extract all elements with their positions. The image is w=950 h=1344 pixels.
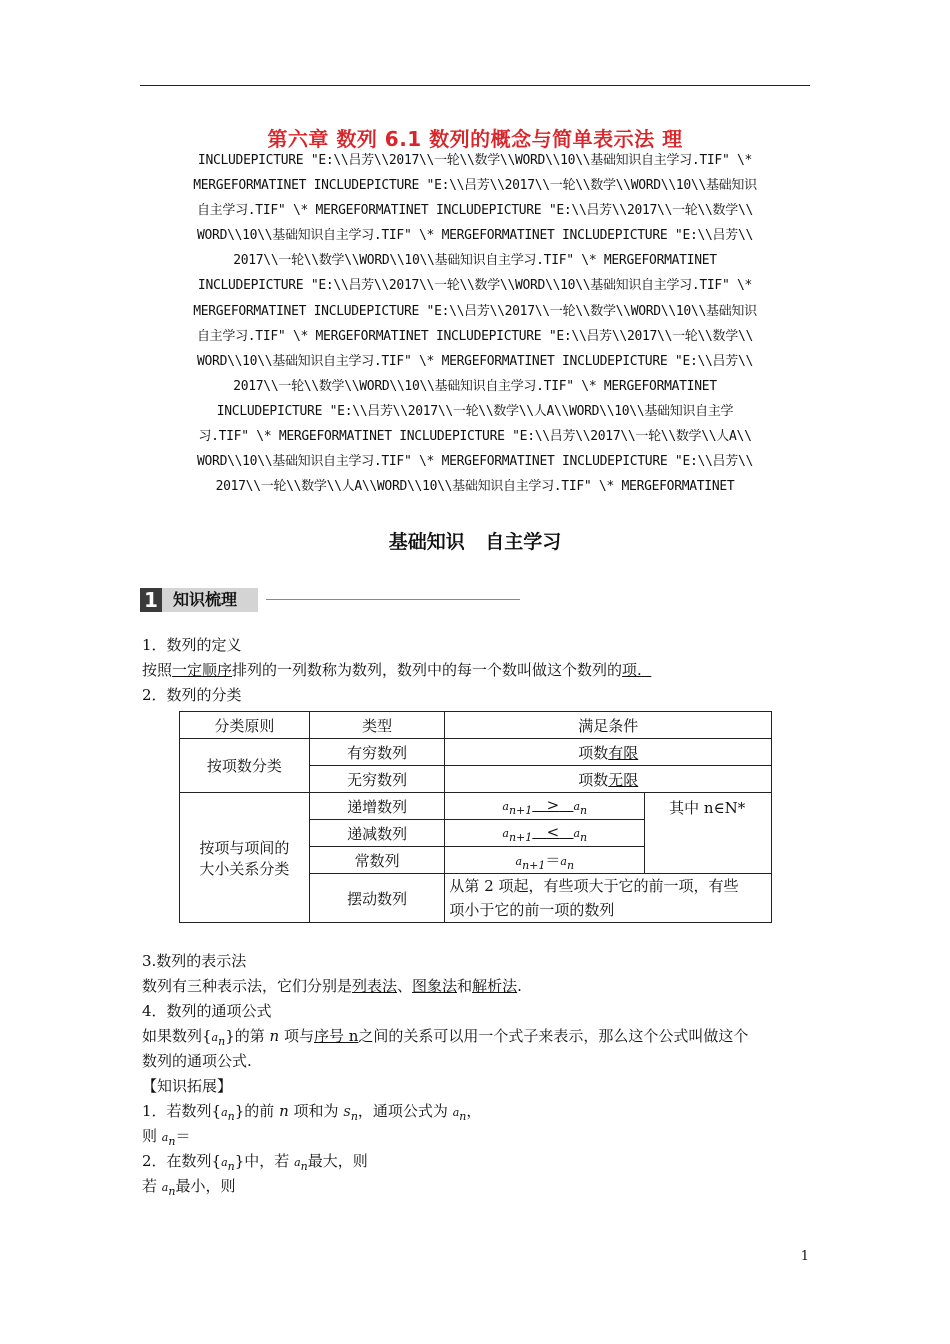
include-line: INCLUDEPICTURE "E:\\吕芳\\2017\\一轮\\数学\\人A\\WORD\\10\\基础知识自主学 bbox=[216, 403, 734, 419]
ext-text: }中，若 bbox=[234, 1152, 295, 1170]
rep-method-formula: 解析法 bbox=[472, 977, 518, 995]
include-line: 自主学习.TIF" \* MERGEFORMATINET INCLUDEPICTURE "E:\\吕芳\\2017\\一轮\\数学\\ bbox=[196, 328, 754, 344]
math-sub: n bbox=[227, 1160, 235, 1173]
rep-heading: 3.数列的表示法 bbox=[142, 952, 247, 970]
cond-decreasing bbox=[445, 820, 645, 847]
section-heading: 基础知识 自主学习 bbox=[388, 531, 562, 553]
def-text bbox=[142, 660, 651, 680]
badge-number: 1 bbox=[140, 588, 162, 612]
gen-text-line1 bbox=[142, 1026, 748, 1052]
cls-heading: 2．数列的分类 bbox=[142, 686, 242, 704]
include-line: INCLUDEPICTURE "E:\\吕芳\\2017\\一轮\\数学\\WORD\\10\\基础知识自主学习.TIF" \* bbox=[197, 153, 753, 168]
math-sub: n+1 bbox=[508, 803, 533, 817]
ext-text: 1．若数列{ bbox=[142, 1102, 222, 1120]
cond-finite-pre: 项数 bbox=[578, 743, 609, 762]
table-row bbox=[180, 739, 772, 766]
ext-text: 若 bbox=[142, 1177, 162, 1195]
math-sub: n bbox=[168, 1135, 176, 1148]
math-a: a bbox=[452, 1106, 460, 1119]
gen-text: 之间的关系可以用一个式子来表示，那么这个公式叫做这个 bbox=[358, 1027, 749, 1045]
type-increasing: 递增数列 bbox=[309, 793, 445, 820]
include-line: 2017\\一轮\\数学\\WORD\\10\\基础知识自主学习.TIF" \* MERGEFORMATINET bbox=[233, 378, 717, 394]
type-oscillating: 摆动数列 bbox=[309, 874, 445, 923]
type-constant: 常数列 bbox=[309, 847, 445, 874]
table-header: 满足条件 bbox=[445, 712, 772, 739]
math-sub: n bbox=[580, 830, 588, 844]
cond-constant-eq: ＝ bbox=[545, 850, 561, 869]
cond-oscillating bbox=[445, 874, 772, 923]
include-line: 2017\\一轮\\数学\\WORD\\10\\基础知识自主学习.TIF" \* MERGEFORMATINET bbox=[233, 253, 717, 269]
table-row bbox=[180, 793, 772, 820]
rep-text-pre: 数列有三种表示法，它们分别是 bbox=[142, 977, 353, 995]
cond-finite bbox=[445, 739, 772, 766]
def-term-order: 一定顺序 bbox=[172, 661, 233, 679]
cond-oscillating-line: 从第 2 项起，有些项大于它的前一项，有些 bbox=[449, 877, 739, 895]
math-a: a bbox=[211, 1031, 219, 1044]
math-sub: n bbox=[350, 1110, 358, 1123]
type-infinite: 无穷数列 bbox=[309, 766, 445, 793]
ext-text: 项和为 bbox=[288, 1102, 344, 1120]
cond-constant bbox=[445, 847, 645, 874]
include-line: 2017\\一轮\\数学\\人A\\WORD\\10\\基础知识自主学习.TIF" \* MERGEFORMATINET bbox=[215, 479, 735, 495]
math-sub: n+1 bbox=[508, 830, 533, 844]
table-header-row bbox=[180, 712, 772, 739]
type-finite: 有穷数列 bbox=[309, 739, 445, 766]
cond-decreasing-sign: < bbox=[546, 822, 560, 841]
gen-text: 项与 bbox=[279, 1027, 314, 1045]
cond-increasing bbox=[445, 793, 645, 820]
gen-text-line2: 数列的通项公式. bbox=[142, 1052, 252, 1070]
math-sub: n bbox=[566, 858, 575, 872]
badge-label: 知识梳理 bbox=[173, 590, 238, 609]
include-line: WORD\\10\\基础知识自主学习.TIF" \* MERGEFORMATINET INCLUDEPICTURE "E:\\吕芳\\ bbox=[196, 228, 754, 244]
math-a: a bbox=[161, 1131, 169, 1144]
cond-increasing-sign: > bbox=[546, 795, 560, 814]
rep-sep: 、 bbox=[397, 977, 413, 995]
include-field-codes bbox=[140, 148, 810, 499]
gen-text: }的第 bbox=[225, 1027, 270, 1045]
badge-divider bbox=[266, 599, 520, 600]
math-sub: n bbox=[218, 1035, 226, 1048]
rep-sep: 和 bbox=[457, 977, 473, 995]
math-a: a bbox=[294, 1156, 301, 1169]
cond-infinite bbox=[445, 766, 772, 793]
math-a: a bbox=[573, 826, 581, 840]
ext-text: 最小，则 bbox=[175, 1177, 236, 1195]
def-term-item: 项. bbox=[622, 661, 642, 679]
ext-text: }的前 bbox=[234, 1102, 280, 1120]
def-text-mid: 排列的一列数称为数列，数列中的每一个数叫做这个数列的 bbox=[232, 661, 623, 679]
group-by-count: 按项数分类 bbox=[180, 739, 310, 793]
rep-text bbox=[142, 976, 522, 996]
math-a: a bbox=[560, 854, 567, 868]
def-text-pre: 按照 bbox=[142, 661, 173, 679]
gen-heading: 4．数列的通项公式 bbox=[142, 1002, 272, 1020]
rep-method-list: 列表法 bbox=[352, 977, 398, 995]
include-line: INCLUDEPICTURE "E:\\吕芳\\2017\\一轮\\数学\\WORD\\10\\基础知识自主学习.TIF" \* bbox=[197, 278, 753, 294]
gen-text: 如果数列{ bbox=[142, 1027, 212, 1045]
cond-oscillating-line: 项小于它的前一项的数列 bbox=[449, 901, 615, 919]
math-a: a bbox=[573, 799, 581, 813]
table-header: 分类原则 bbox=[180, 712, 310, 739]
math-sub: n bbox=[580, 803, 588, 817]
include-line: 习.TIF" \* MERGEFORMATINET INCLUDEPICTURE "E:\\吕芳\\2017\\一轮\\数学\\人A\\ bbox=[198, 429, 752, 445]
rep-method-graph: 图象法 bbox=[412, 977, 458, 995]
ext-line4 bbox=[142, 1176, 235, 1202]
ext-heading: 【知识拓展】 bbox=[142, 1077, 233, 1095]
page-number: 1 bbox=[800, 1249, 809, 1264]
table-header: 类型 bbox=[309, 712, 445, 739]
header-rule bbox=[140, 85, 810, 86]
math-a: a bbox=[161, 1181, 169, 1194]
math-s: S bbox=[343, 1106, 351, 1119]
math-sub: n bbox=[227, 1110, 235, 1123]
math-sub: n bbox=[459, 1110, 467, 1123]
ext-line3 bbox=[142, 1151, 368, 1177]
classification-table bbox=[179, 711, 772, 923]
math-a: a bbox=[221, 1106, 228, 1119]
ext-line1 bbox=[142, 1101, 481, 1127]
cond-infinite-pre: 项数 bbox=[578, 770, 609, 789]
ext-text: 最大，则 bbox=[307, 1152, 368, 1170]
def-heading: 1．数列的定义 bbox=[142, 636, 242, 654]
include-line: WORD\\10\\基础知识自主学习.TIF" \* MERGEFORMATINET INCLUDEPICTURE "E:\\吕芳\\ bbox=[196, 353, 754, 369]
math-sub: n bbox=[300, 1160, 308, 1173]
group-by-relation bbox=[180, 793, 310, 923]
rep-end: . bbox=[517, 977, 522, 995]
ext-text: ＝ bbox=[175, 1127, 191, 1145]
group-by-relation-line: 大小关系分类 bbox=[199, 859, 290, 878]
include-line: 自主学习.TIF" \* MERGEFORMATINET INCLUDEPICTURE "E:\\吕芳\\2017\\一轮\\数学\\ bbox=[196, 203, 754, 219]
gen-term-index: 序号 n bbox=[313, 1027, 359, 1045]
include-line: WORD\\10\\基础知识自主学习.TIF" \* MERGEFORMATINET INCLUDEPICTURE "E:\\吕芳\\ bbox=[196, 454, 754, 470]
math-a: a bbox=[502, 826, 509, 840]
section-badge bbox=[140, 588, 258, 612]
ext-text: 2．在数列{ bbox=[142, 1152, 222, 1170]
ext-text: 则 bbox=[142, 1127, 162, 1145]
math-a: a bbox=[515, 854, 523, 868]
math-n: n bbox=[269, 1027, 280, 1045]
ext-line2 bbox=[142, 1126, 190, 1152]
include-line: MERGEFORMATINET INCLUDEPICTURE "E:\\吕芳\\2017\\一轮\\数学\\WORD\\10\\基础知识 bbox=[193, 178, 757, 194]
math-a: a bbox=[502, 799, 509, 813]
include-line: MERGEFORMATINET INCLUDEPICTURE "E:\\吕芳\\2017\\一轮\\数学\\WORD\\10\\基础知识 bbox=[193, 303, 757, 319]
cond-infinite-answer: 无限 bbox=[608, 770, 639, 789]
math-sub: n bbox=[168, 1185, 176, 1198]
math-n: n bbox=[279, 1102, 289, 1120]
cond-finite-answer: 有限 bbox=[608, 743, 639, 762]
ext-text: ，通项公式为 bbox=[357, 1102, 453, 1120]
page-title: 第六章 数列 6.1 数列的概念与简单表示法 理 bbox=[267, 127, 683, 151]
group-by-relation-line: 按项与项间的 bbox=[199, 838, 290, 857]
math-sub: n+1 bbox=[522, 858, 546, 872]
ext-text: ， bbox=[466, 1102, 482, 1120]
cond-note: 其中 n∈N* bbox=[645, 793, 772, 874]
math-a: a bbox=[221, 1156, 228, 1169]
type-decreasing: 递减数列 bbox=[309, 820, 445, 847]
